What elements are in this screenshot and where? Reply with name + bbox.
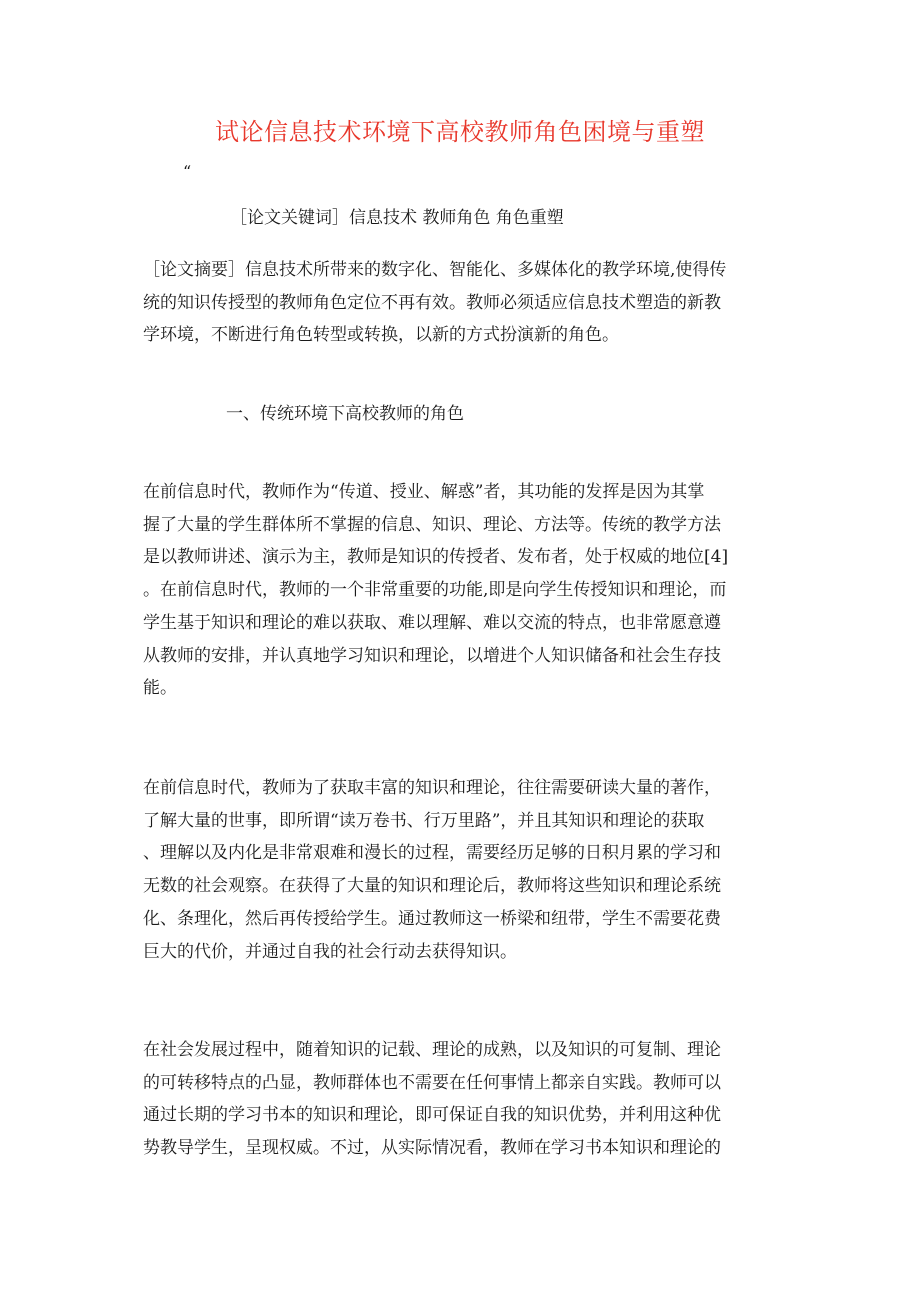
- paragraph-line: 在社会发展过程中，随着知识的记载、理论的成熟，以及知识的可复制、理论: [143, 1040, 721, 1060]
- body-paragraph-2: [143, 772, 783, 968]
- abstract-line: ［论文摘要］信息技术所带来的数字化、智能化、多媒体化的教学环境,使得传: [143, 260, 727, 280]
- paragraph-line: 无数的社会观察。在获得了大量的知识和理论后，教师将这些知识和理论系统: [143, 876, 721, 897]
- section-heading: 一、传统环境下高校教师的角色: [226, 404, 464, 424]
- body-paragraph-1: [143, 476, 783, 705]
- document-title: 试论信息技术环境下高校教师角色困境与重塑: [215, 118, 705, 146]
- paragraph-line: 通过长期的学习书本的知识和理论，即可保证自我的知识优势，并利用这种优: [143, 1105, 721, 1126]
- paragraph-line: 势教导学生，呈现权威。不过，从实际情况看，教师在学习书本知识和理论的: [143, 1138, 721, 1159]
- paragraph-line: 学生基于知识和理论的难以获取、难以理解、难以交流的特点，也非常愿意遵: [143, 612, 721, 633]
- body-paragraph-3: [143, 1034, 783, 1165]
- paragraph-line: 握了大量的学生群体所不掌握的信息、知识、理论、方法等。传统的教学方法: [143, 514, 721, 535]
- paragraph-line: 从教师的安排，并认真地学习知识和理论，以增进个人知识储备和社会生存技: [143, 645, 721, 666]
- quote-mark: “: [183, 162, 192, 181]
- paragraph-line: 的可转移特点的凸显，教师群体也不需要在任何事情上都亲自实践。教师可以: [143, 1072, 721, 1093]
- paragraph-line: 化、条理化，然后再传授给学生。通过教师这一桥梁和纽带，学生不需要花费: [143, 908, 721, 929]
- paragraph-line: 巨大的代价，并通过自我的社会行动去获得知识。: [143, 941, 517, 962]
- paragraph-line: 了解大量的世事，即所谓“读万卷书、行万里路”，并且其知识和理论的获取: [143, 810, 705, 831]
- paragraph-line: 能。: [143, 678, 177, 699]
- keywords-line: ［论文关键词］信息技术 教师角色 角色重塑: [230, 208, 564, 228]
- paragraph-line: 。在前信息时代，教师的一个非常重要的功能,即是向学生传授知识和理论，而: [143, 580, 727, 601]
- abstract-paragraph: [143, 254, 783, 352]
- paragraph-line: 在前信息时代，教师作为“传道、授业、解惑”者，其功能的发挥是因为其掌: [143, 482, 705, 502]
- paragraph-line: 是以教师讲述、演示为主，教师是知识的传授者、发布者，处于权威的地位[4]: [143, 547, 729, 568]
- paragraph-line: 在前信息时代，教师为了获取丰富的知识和理论，往往需要研读大量的著作，: [143, 778, 721, 798]
- paragraph-line: 、理解以及内化是非常艰难和漫长的过程，需要经历足够的日积月累的学习和: [143, 843, 721, 864]
- abstract-line: 统的知识传授型的教师角色定位不再有效。教师必须适应信息技术塑造的新教: [143, 292, 721, 313]
- abstract-line: 学环境，不断进行角色转型或转换，以新的方式扮演新的角色。: [143, 325, 619, 346]
